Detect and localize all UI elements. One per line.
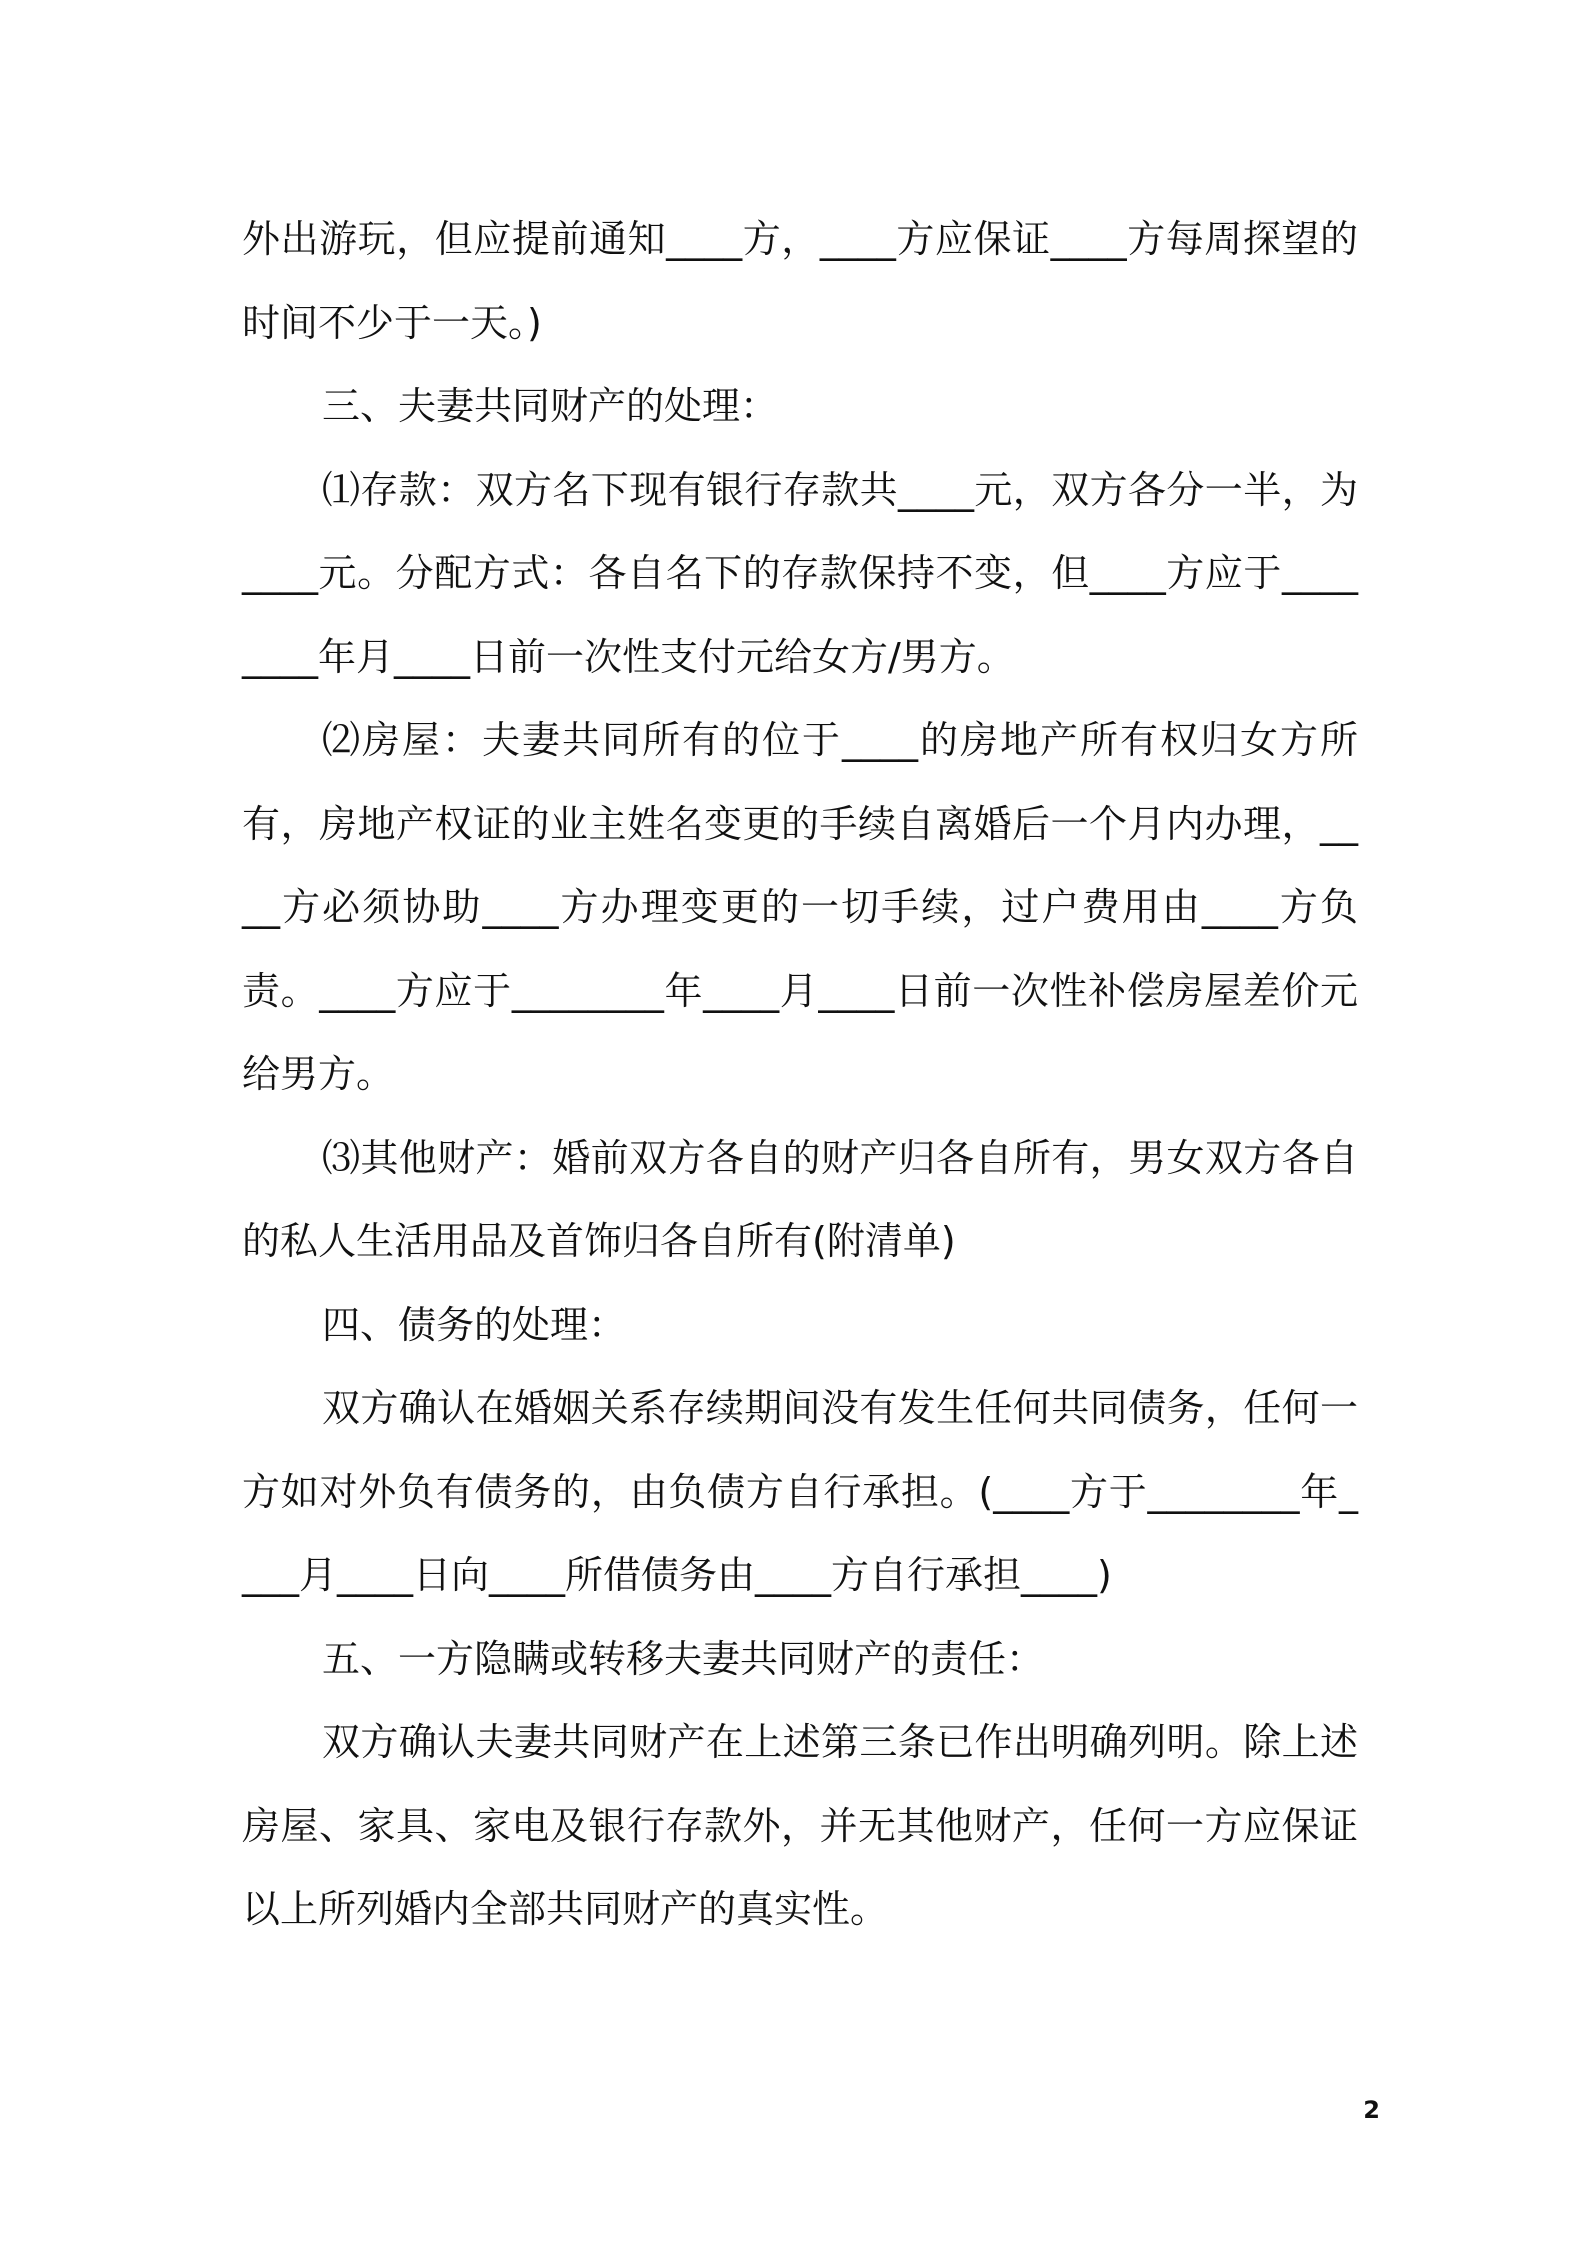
paragraph-concealment: 双方确认夫妻共同财产在上述第三条已作出明确列明。除上述房屋、家具、家电及银行存款外，并无其他财产，任何一方应保证以上所列婚内全部共同财产的真实性。	[242, 1720, 1358, 1931]
document-body	[242, 198, 1358, 1952]
paragraph-other-property: ⑶其他财产：婚前双方各自的财产归各自所有，男女双方各自的私人生活用品及首饰归各自所有(附清单)	[242, 1135, 1358, 1263]
heading-concealment-liability: 五、一方隐瞒或转移夫妻共同财产的责任：	[322, 1636, 1045, 1681]
heading-joint-property: 三、夫妻共同财产的处理：	[322, 384, 779, 428]
paragraph-debts: 双方确认在婚姻关系存续期间没有发生任何共同债务，任何一方如对外负有债务的，由负债方自行承担。(____方于________年____月____日向____所借债务由____方自行承担____)	[242, 1386, 1358, 1597]
paragraph-housing: ⑵房屋：夫妻共同所有的位于____的房地产所有权归女方所有，房地产权证的业主姓名变更的手续自离婚后一个月内办理，____方必须协助____方办理变更的一切手续，过户费用由____方负责。____方应于________年____月____日前一次性补偿房屋差价元给男方。	[242, 718, 1358, 1096]
paragraph-deposits: ⑴存款：双方名下现有银行存款共____元，双方各分一半，为____元。分配方式：各自名下的存款保持不变，但____方应于________年月____日前一次性支付元给女方/男方。	[242, 467, 1358, 679]
paragraph-visitation-continued: 外出游玩，但应提前通知____方，____方应保证____方每周探望的时间不少于一天。)	[242, 217, 1358, 345]
heading-debts: 四、债务的处理：	[322, 1302, 627, 1347]
page-number: 2	[1363, 2096, 1380, 2124]
